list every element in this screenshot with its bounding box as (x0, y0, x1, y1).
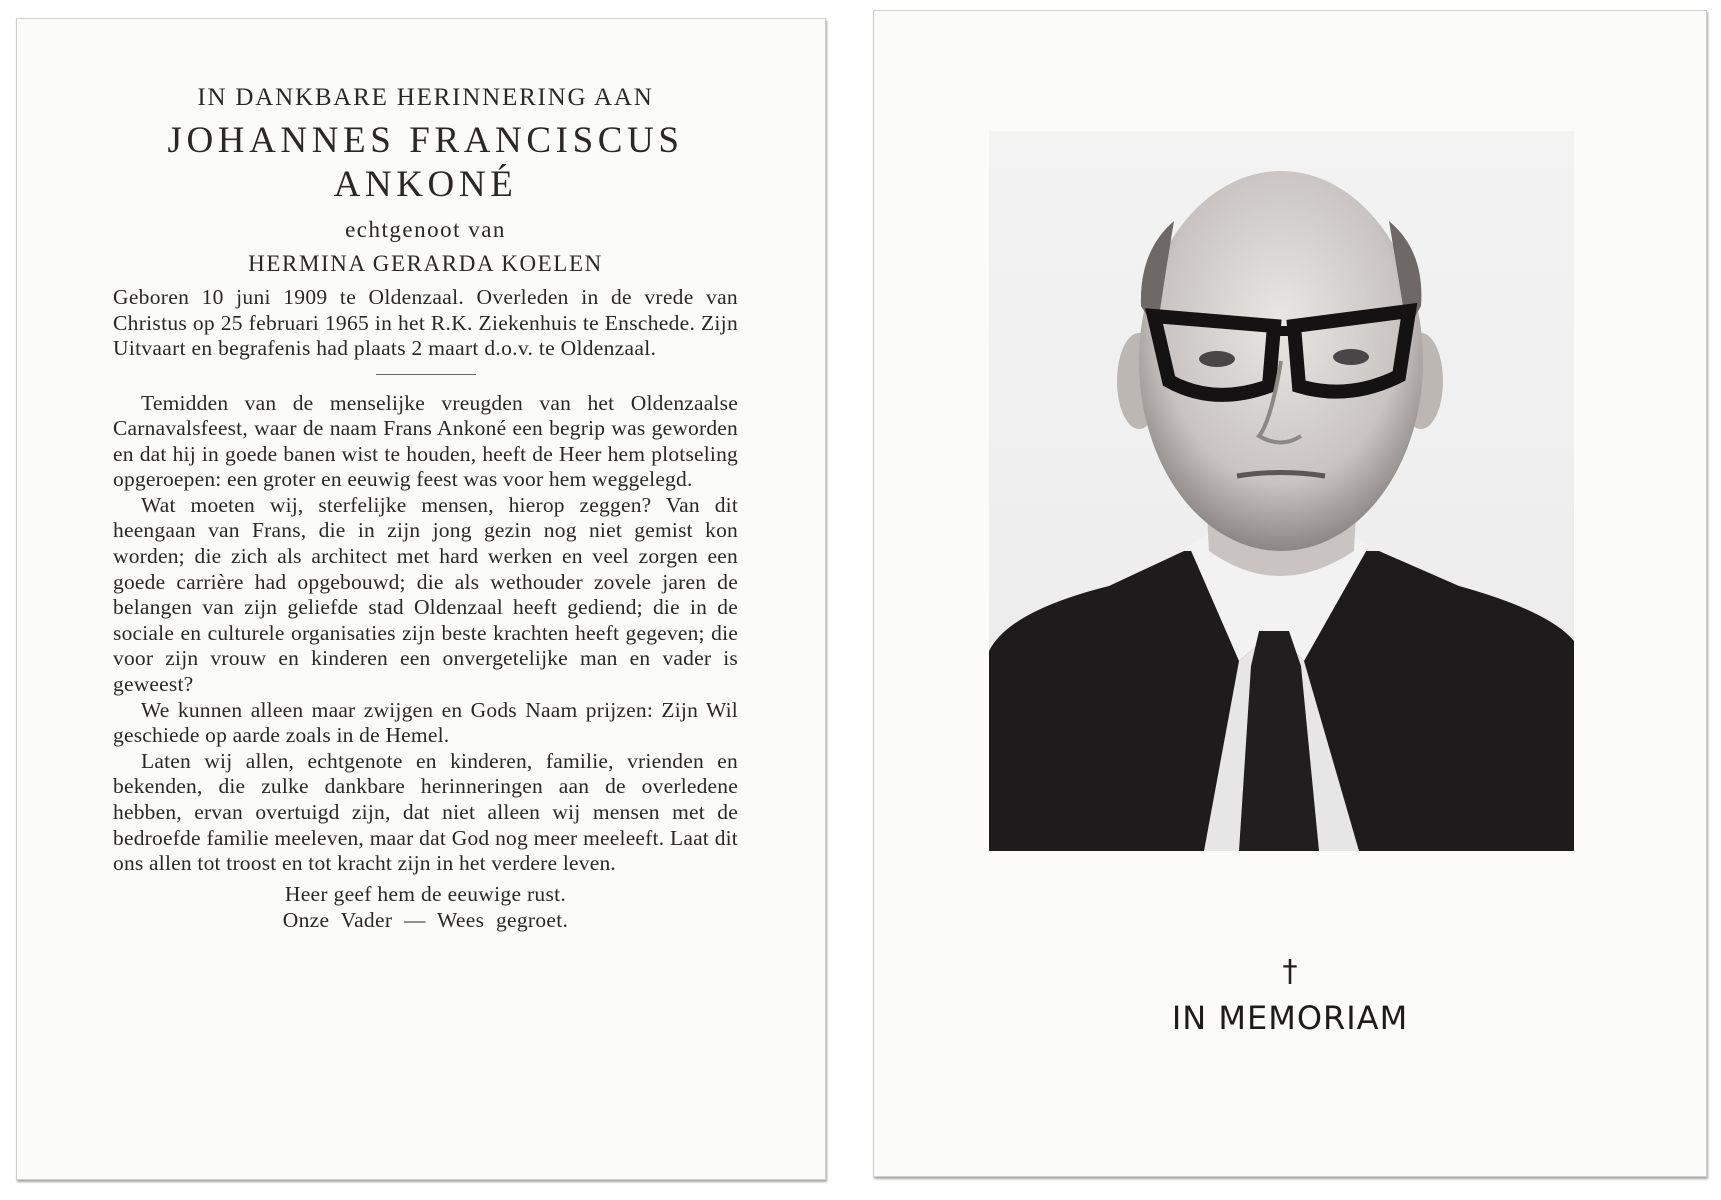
deceased-name-line1: JOHANNES FRANCISCUS (167, 120, 684, 161)
in-memoriam-caption: IN MEMORIAM (1171, 999, 1409, 1037)
spouse-label: echtgenoot van (345, 217, 506, 242)
prayer-line-1: Heer geef hem de eeuwige rust. (284, 881, 567, 906)
memorial-card-text-side (16, 18, 826, 1180)
memorial-paragraph-1: Temidden van de menselijke vreugden van het Oldenzaalse Carnavalsfeest, waar de naam Frans Ankoné een begrip was geworden en dat hij in goede banen wist te houden, heeft de Heer hem plotseling opgeroepen: een groter en eeuwig feest was voor hem weggelegd. (113, 390, 738, 492)
text-column (113, 19, 738, 933)
memorial-paragraph-2: Wat moeten wij, sterfelijke mensen, hierop zeggen? Van dit heengaan van Frans, die in zijn jong gezin nog niet gemist kon worden; die zich als architect met hard werken en veel zorgen een goede carrière had opgebouwd; die als wethouder zovele jaren de belangen van zijn geliefde stad Oldenzaal heeft gediend; die in de sociale en culturele organisaties zijn beste krachten heeft gegeven; die voor zijn vrouw en kinderen een onvergetelijke man en vader is geweest? (113, 492, 738, 697)
deceased-name-line2: ANKONÉ (333, 164, 518, 205)
dedication-header: IN DANKBARE HERINNERING AAN (197, 84, 654, 111)
memorial-paragraph-3: We kunnen alleen maar zwijgen en Gods Naam prijzen: Zijn Wil geschiede op aarde zoals in de Hemel. (113, 697, 738, 748)
biography: Geboren 10 juni 1909 te Oldenzaal. Overleden in de vrede van Christus op 25 februari 1965 in het R.K. Ziekenhuis te Enschede. Zijn Uitvaart en begrafenis had plaats 2 maart d.o.v. te Oldenzaal. (113, 285, 738, 360)
portrait-illustration (989, 131, 1574, 851)
cross-icon: † (1282, 954, 1298, 989)
prayer-line-2: Onze Vader — Wees gegroet. (282, 907, 569, 932)
divider-line (376, 374, 476, 375)
spouse-name: HERMINA GERARDA KOELEN (248, 251, 603, 276)
memorial-card-photo-side (873, 10, 1707, 1177)
portrait-photo (989, 131, 1574, 851)
memorial-paragraph-4: Laten wij allen, echtgenote en kinderen, familie, vrienden en bekenden, die zulke dankbare herinneringen aan de overledene hebben, ervan overtuigd zijn, dat niet alleen wij mensen met de bedroefde familie meeleven, maar dat God nog meer meeleeft. Laat dit ons allen tot troost en tot kracht zijn in het verdere leven. (113, 748, 738, 876)
